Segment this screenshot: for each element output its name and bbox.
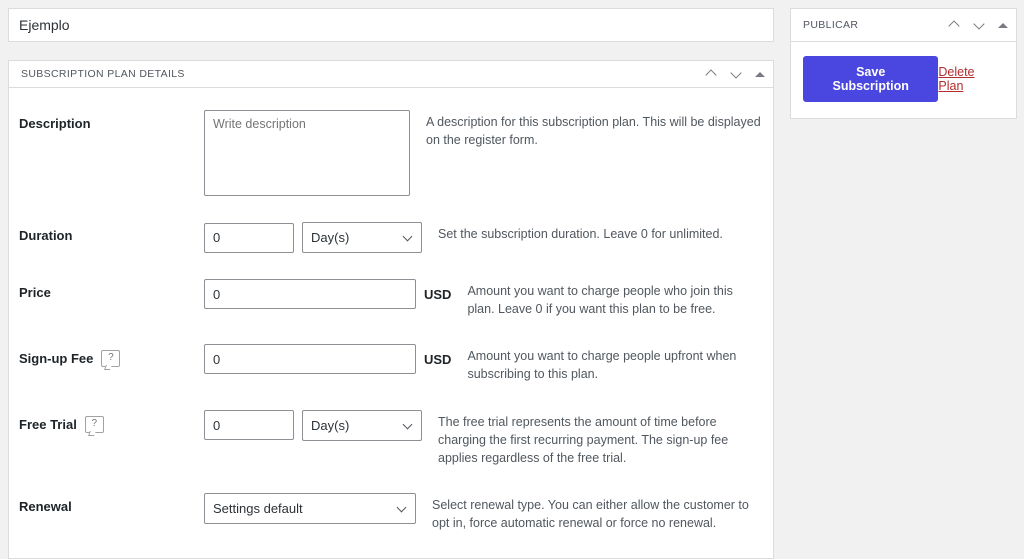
metabox-header [9,61,773,88]
move-up-icon[interactable] [705,67,719,81]
desc-duration: Set the subscription duration. Leave 0 for unlimited. [438,227,723,241]
field-description [204,110,410,196]
metabox-title: SUBSCRIPTION PLAN DETAILS [21,68,185,80]
label-signup-fee-text: Sign-up Fee [19,351,94,367]
metabox-handle-actions [705,67,765,81]
duration-unit-select[interactable] [302,222,422,253]
side-column [790,8,1017,119]
field-free-trial [204,410,422,441]
label-duration: Duration [19,228,73,243]
publish-metabox-title: PUBLICAR [803,19,859,31]
publish-metabox-header [791,9,1016,42]
desc-description: A description for this subscription plan. This will be displayed on the register form. [426,115,761,148]
publish-metabox-body [791,42,1016,118]
field-signup-fee [204,344,451,374]
delete-plan-link[interactable]: Delete Plan [938,65,975,93]
free-trial-unit-select-wrap [302,410,422,441]
duration-unit-select-wrap [302,222,422,253]
help-tooltip-icon[interactable]: ? [101,350,120,367]
toggle-panel-icon[interactable] [998,20,1008,30]
label-free-trial [19,410,204,433]
subscription-plan-details-metabox [8,60,774,559]
field-row-free-trial [9,410,773,467]
renewal-select[interactable] [204,493,416,524]
metabox-body [9,88,773,532]
label-free-trial-text: Free Trial [19,416,77,432]
publish-metabox [790,8,1017,119]
field-row-price [9,279,773,318]
label-signup-fee [19,344,204,367]
move-up-icon[interactable] [948,18,962,32]
signup-fee-input[interactable] [204,344,416,374]
desc-price: Amount you want to charge people who join this plan. Leave 0 if you want this plan to be free. [467,284,733,317]
label-price: Price [19,285,51,300]
free-trial-unit-select[interactable] [302,410,422,441]
signup-fee-currency-label: USD [424,351,452,367]
field-renewal [204,493,416,524]
duration-input[interactable] [204,223,294,253]
post-title-box [8,8,774,42]
save-subscription-button[interactable]: Save Subscription [803,56,938,102]
label-description: Description [19,116,91,131]
field-row-duration [9,222,773,253]
field-row-description [9,110,773,196]
field-row-renewal [9,493,773,532]
description-textarea[interactable] [204,110,410,196]
renewal-select-wrap [204,493,416,524]
desc-signup-fee: Amount you want to charge people upfront when subscribing to this plan. [467,349,737,382]
field-duration [204,222,422,253]
help-tooltip-icon[interactable]: ? [85,416,104,433]
toggle-panel-icon[interactable] [755,69,765,79]
price-currency-label: USD [424,286,452,302]
move-down-icon[interactable] [973,18,987,32]
field-row-signup-fee [9,344,773,383]
publish-handle-actions [948,18,1008,32]
move-down-icon[interactable] [730,67,744,81]
post-title-input[interactable] [19,17,763,33]
field-price [204,279,451,309]
main-column [8,8,774,559]
free-trial-input[interactable] [204,410,294,440]
label-renewal: Renewal [19,498,72,514]
desc-renewal: Select renewal type. You can either allow the customer to opt in, force automatic renewal or force no renewal. [432,497,749,530]
price-input[interactable] [204,279,416,309]
desc-free-trial: The free trial represents the amount of time before charging the first recurring payment. The sign-up fee applies regardless of the free trial. [438,414,729,465]
